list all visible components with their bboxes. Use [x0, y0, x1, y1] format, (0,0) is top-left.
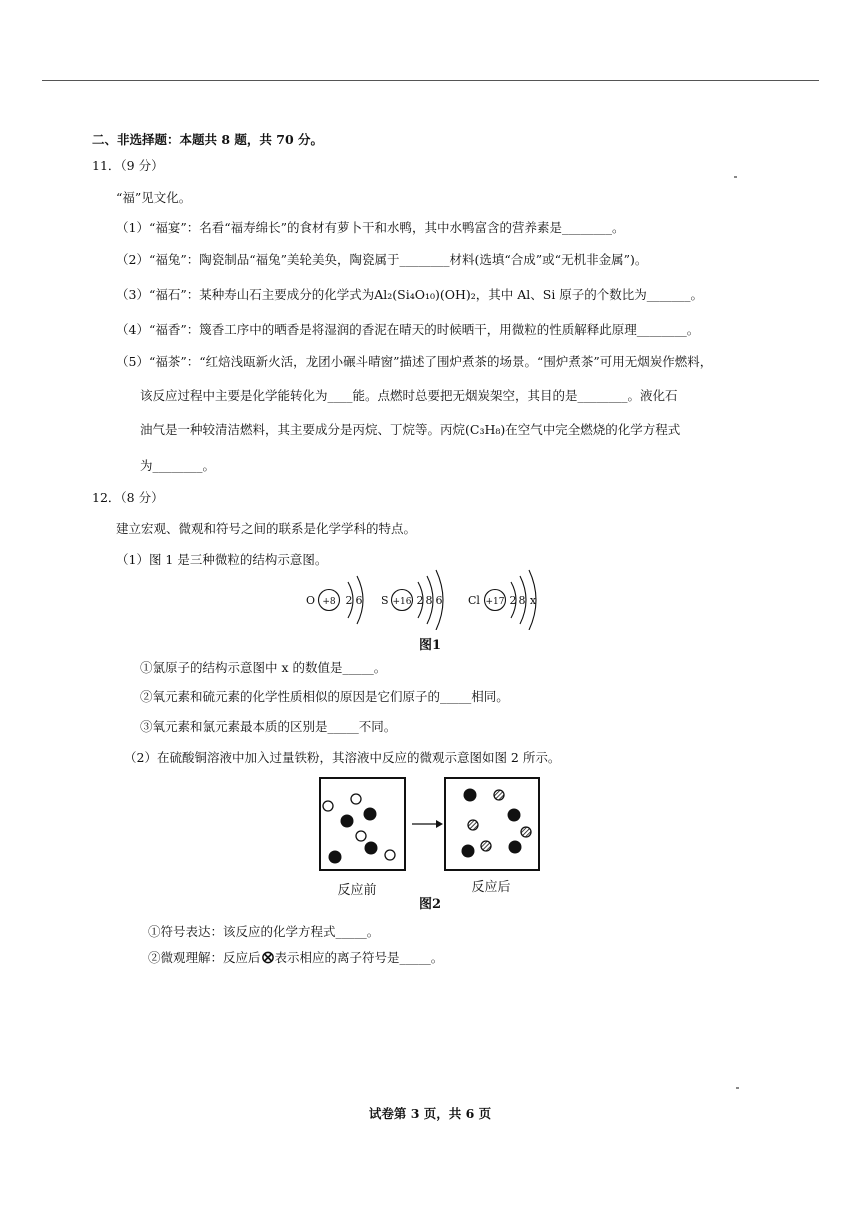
cu-ion	[351, 794, 361, 804]
scan-speck	[734, 176, 737, 178]
fig1-o-nucleus: +8	[322, 597, 336, 607]
figure1-caption: 图1	[418, 638, 442, 653]
fig1-cl-shell3: x	[529, 594, 537, 607]
section-title: 二、非选择题：本题共 8 题，共 70 分。	[92, 132, 324, 147]
scan-speck	[736, 1087, 739, 1089]
cu-ion	[323, 801, 333, 811]
sulfate-ion	[364, 808, 377, 821]
fig1-s-shell2: 8	[425, 594, 433, 607]
q12-sub1: ①氯原子的结构示意图中 x 的数值是_____。	[140, 660, 387, 675]
q11-part4: （4）“福香”：篾香工序中的晒香是将湿润的香泥在晴天的时候晒干，用微粒的性质解释此原理________。	[116, 322, 700, 337]
q11-part1: （1）“福宴”：名看“福寿绵长”的食材有萝卜干和水鸭，其中水鸭富含的营养素是________。	[116, 220, 625, 235]
q11-part5-line2: 该反应过程中主要是化学能转化为____能。点燃时总要把无烟炭架空，其目的是________。液化石	[140, 388, 678, 403]
q12-sub3: ③氧元素和氯元素最本质的区别是_____不同。	[140, 719, 397, 734]
fe-ion	[468, 820, 478, 830]
fig1-s-symbol: S	[381, 594, 389, 607]
q12-header: 12．（8 分）	[92, 490, 164, 505]
figure2-reaction-diagram	[312, 774, 552, 874]
q12-sub2: ②氧元素和硫元素的化学性质相似的原因是它们原子的_____相同。	[140, 689, 509, 704]
fe-ion	[481, 841, 491, 851]
after-beaker	[445, 778, 539, 870]
q11-header: 11．（9 分）	[92, 158, 164, 173]
fe-ion	[494, 790, 504, 800]
fig1-cl-symbol: Cl	[468, 594, 480, 607]
fig1-s-nucleus: +16	[392, 597, 412, 607]
fig1-s-shell1: 2	[416, 594, 424, 607]
fe-ion-icon	[261, 951, 275, 964]
sulfate-ion	[509, 841, 522, 854]
sulfate-ion	[462, 845, 475, 858]
before-label: 反应前	[337, 883, 377, 898]
q12-sub5-suffix: 表示相应的离子符号是_____。	[274, 950, 444, 965]
sulfate-ion	[341, 815, 354, 828]
fe-ion	[521, 827, 531, 837]
q12-sub4: ①符号表达：该反应的化学方程式_____。	[148, 924, 380, 939]
figure1-atomic-structures	[296, 568, 556, 630]
sulfate-ion	[464, 789, 477, 802]
fig1-s-shell3: 6	[435, 594, 443, 607]
fig1-cl-nucleus: +17	[485, 597, 505, 607]
q11-intro: “福”见文化。	[116, 190, 192, 205]
figure2-caption: 图2	[418, 897, 442, 912]
q12-part2: （2）在硫酸铜溶液中加入过量铁粉，其溶液中反应的微观示意图如图 2 所示。	[124, 750, 561, 765]
q11-part5-line4: 为________。	[140, 458, 216, 473]
fig1-o-symbol: O	[306, 594, 316, 607]
q11-part5-line3: 油气是一种较清洁燃料，其主要成分是丙烷、丁烷等。丙烷(C₃H₈)在空气中完全燃烧的化学方程式	[140, 422, 681, 437]
fig1-cl-shell2: 8	[518, 594, 526, 607]
page-footer: 试卷第 3 页，共 6 页	[368, 1106, 492, 1121]
fig1-o-shell2: 6	[355, 594, 363, 607]
q12-intro: 建立宏观、微观和符号之间的联系是化学学科的特点。	[116, 521, 417, 536]
q12-sub5-prefix: ②微观理解：反应后	[148, 950, 261, 965]
fig1-cl-shell1: 2	[509, 594, 517, 607]
q12-part1: （1）图 1 是三种微粒的结构示意图。	[116, 552, 328, 567]
sulfate-ion	[365, 842, 378, 855]
after-label: 反应后	[471, 880, 511, 895]
cu-ion	[385, 850, 395, 860]
fig1-o-shell1: 2	[345, 594, 353, 607]
sulfate-ion	[508, 809, 521, 822]
cu-ion	[356, 831, 366, 841]
arrow-head	[436, 820, 443, 828]
q11-part3: （3）“福石”：某种寿山石主要成分的化学式为Al₂(Si₄O₁₀)(OH)₂，其中 Al、Si 原子的个数比为_______。	[116, 287, 704, 302]
q11-part5-line1: （5）“福茶”：“红焙浅瓯新火活，龙团小碾斗晴窗”描述了围炉煮茶的场景。“围炉煮茶”可用无烟炭作燃料，	[116, 354, 713, 369]
sulfate-ion	[329, 851, 342, 864]
q12-sub5	[148, 950, 443, 966]
q11-part2: （2）“福兔”：陶瓷制品“福兔”美轮美奂，陶瓷属于________材料(选填“合成”或“无机非金属”)。	[116, 252, 648, 267]
header-rule	[42, 80, 819, 81]
